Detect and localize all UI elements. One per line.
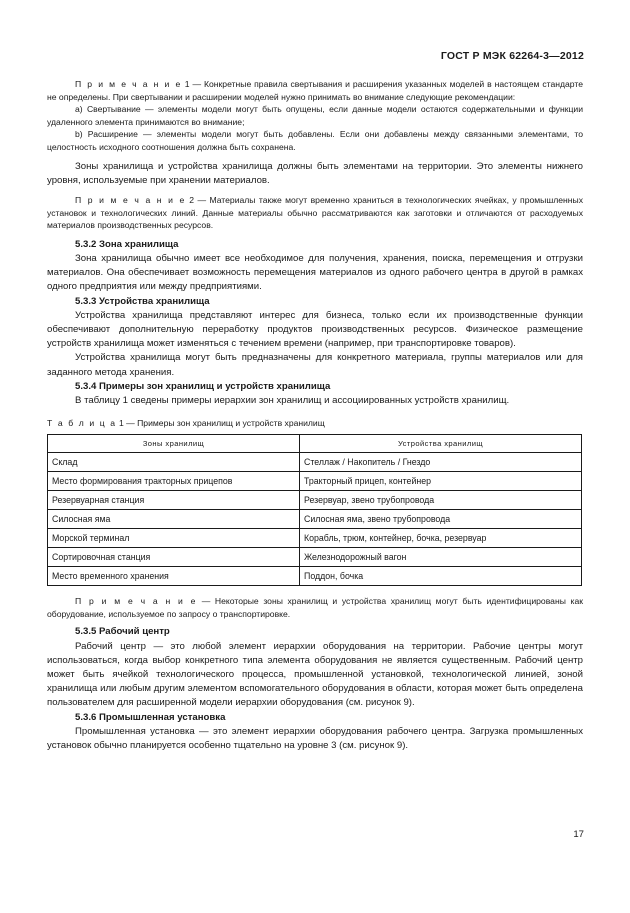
storage-device-cell: Силосная яма, звено трубопровода xyxy=(300,510,582,529)
storage-zone-cell: Склад xyxy=(48,453,300,472)
section-5-3-6-heading: 5.3.6 Промышленная установка xyxy=(75,711,226,723)
storage-device-cell: Тракторный прицеп, контейнер xyxy=(300,472,582,491)
note-3-text: — Некоторые зоны хранилищ и устройства хранилищ могут быть идентифицированы как оборудование, используемое по запросу о транспортировке. xyxy=(47,596,584,619)
table-row xyxy=(48,548,582,567)
page-content xyxy=(47,78,583,753)
section-5-3-5-heading: 5.3.5 Рабочий центр xyxy=(75,626,170,638)
table-1-caption xyxy=(47,417,583,429)
storage-device-cell: Корабль, трюм, контейнер, бочка, резервуар xyxy=(300,529,582,548)
table-1-caption-text: 1 — Примеры зон хранилищ и устройств хранилищ xyxy=(116,418,325,429)
note-1-text: 1 — Конкретные правила свертывания и расширения указанных моделей в настоящем стандарте не определены. При свертывании и расширении моделей нужно принимать во внимание следующие рекомендации: xyxy=(47,79,584,102)
section-5-3-3-heading: 5.3.3 Устройства хранилища xyxy=(75,295,210,307)
column-header-storage-zones: Зоны хранилищ xyxy=(48,435,300,453)
storage-zone-cell: Сортировочная станция xyxy=(48,548,300,567)
storage-zone-cell: Морской терминал xyxy=(48,529,300,548)
note-3-label: П р и м е ч а н и е xyxy=(75,596,198,607)
section-5-3-2-text: Зона хранилища обычно имеет все необходимое для получения, хранения, поиска, перемещения и отгрузки материалов. Она обеспечивает возможность перемещения материалов из одного рабочего центра в другой в рамках одного предприятия или между предприятиями. xyxy=(47,252,583,293)
section-5-3-6-text: Промышленная установка — это элемент иерархии оборудования рабочего центра. Загрузка промышленных установок обычно планируется особенно тщательно на уровне 3 (см. рисунок 9). xyxy=(47,725,583,751)
storage-device-cell: Резервуар, звено трубопровода xyxy=(300,491,582,510)
storage-examples-table xyxy=(47,434,582,586)
table-row xyxy=(48,510,582,529)
note-1 xyxy=(47,78,583,103)
storage-device-cell: Стеллаж / Накопитель / Гнездо xyxy=(300,453,582,472)
storage-zone-cell: Резервуарная станция xyxy=(48,491,300,510)
section-5-3-2-heading: 5.3.2 Зона хранилища xyxy=(75,238,179,250)
document-code-header: ГОСТ Р МЭК 62264-3—2012 xyxy=(440,50,584,62)
note-1-item-b: b) Расширение — элементы модели могут быть добавлены. Если они добавлены между связанными элементами, то целостность исходного соотношения должна быть сохранена. xyxy=(47,129,583,152)
page-number: 17 xyxy=(573,829,584,840)
section-5-3-3-text-2: Устройства хранилища могут быть предназначены для конкретного материала, группы материалов или для заданного метода хранения. xyxy=(47,352,583,378)
note-1-label: П р и м е ч а н и е xyxy=(75,79,182,89)
table-1-caption-label: Т а б л и ц а xyxy=(47,418,117,429)
storage-zone-cell: Силосная яма xyxy=(48,510,300,529)
note-3 xyxy=(47,595,583,620)
section-5-3-3-text-1: Устройства хранилища представляют интерес для бизнеса, только если их производственные функции обеспечивают дополнительную переработку продуктов производственных ресурсов. Физическое размещение устройств хранилища может изменяться с течением времени (например, при транспортировке товаров). xyxy=(47,309,583,350)
note-2-label: П р и м е ч а н и е xyxy=(75,194,186,205)
storage-device-cell: Поддон, бочка xyxy=(300,567,582,586)
note-2-text: 2 — Материалы также могут временно храниться в технологических ячейках, у промышленных установок и технологических линий. Данные материалы обычно рассматриваются как заготовки и отличаются от расходуемых материалов производственных ресурсов. xyxy=(47,194,583,231)
column-header-storage-devices: Устройства хранилищ xyxy=(300,435,582,453)
table-header-row xyxy=(48,435,582,453)
table-row xyxy=(48,453,582,472)
storage-zone-cell: Место формирования тракторных прицепов xyxy=(48,472,300,491)
storage-device-cell: Железнодорожный вагон xyxy=(300,548,582,567)
note-2 xyxy=(47,194,583,232)
storage-zones-paragraph: Зоны хранилища и устройства хранилища должны быть элементами на территории. Это элементы нижнего уровня, используемые при хранении материалов. xyxy=(47,160,583,186)
note-1-item-a: а) Свертывание — элементы модели могут быть опущены, если данные модели остаются содержательными и функции удаленного элемента принимаются во внимание; xyxy=(47,104,583,127)
section-5-3-4-text: В таблицу 1 сведены примеры иерархии зон хранилищ и ассоциированных устройств хранилищ. xyxy=(75,394,510,406)
storage-zone-cell: Место временного хранения xyxy=(48,567,300,586)
table-row xyxy=(48,472,582,491)
table-row xyxy=(48,567,582,586)
table-row xyxy=(48,529,582,548)
section-5-3-4-heading: 5.3.4 Примеры зон хранилищ и устройств хранилища xyxy=(75,380,331,392)
table-row xyxy=(48,491,582,510)
section-5-3-5-text: Рабочий центр — это любой элемент иерархии оборудования на территории. Рабочие центры могут использоваться, когда выбор конкретного типа элемента оборудования не является существенным. Рабочий центр может быть ячейкой технологического процесса, промышленной установкой, технологической линией, зоной хранилища или любым другим элементом вспомогательного оборудования в области, которая может быть определена пользователем для расширенной модели иерархии оборудования (см. рисунок 9). xyxy=(47,640,583,709)
